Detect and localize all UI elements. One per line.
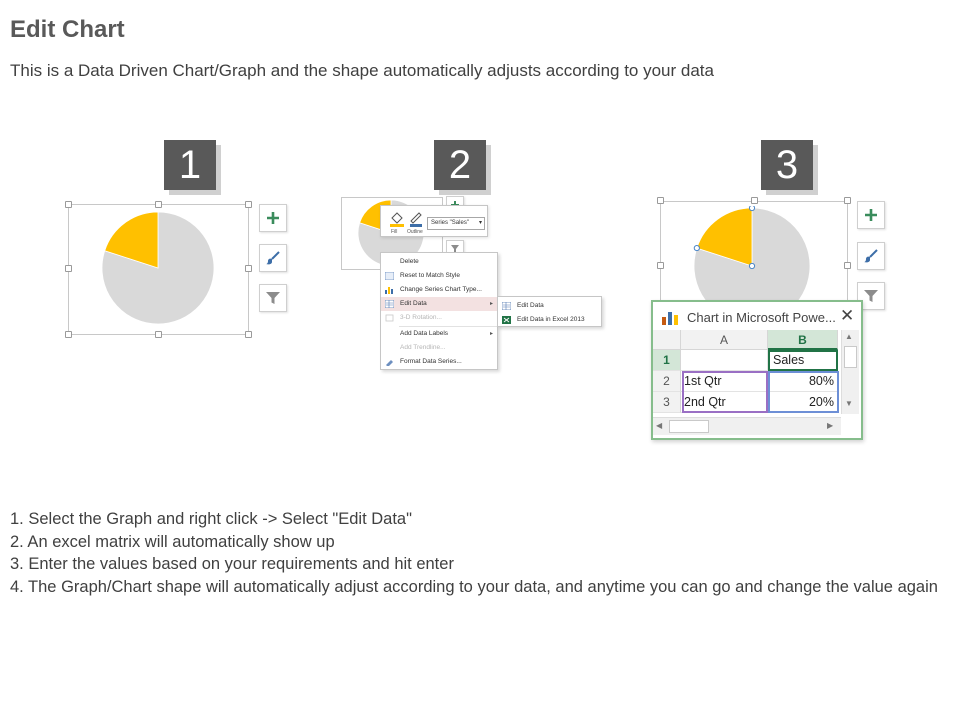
context-menu-item-edit-data[interactable]: Edit Data ▸ (381, 297, 497, 311)
resize-handle[interactable] (844, 197, 851, 204)
instructions (10, 508, 950, 598)
cell-b2[interactable]: 80% (768, 371, 838, 392)
submenu-item-edit-data-in-excel[interactable]: Edit Data in Excel 2013 (498, 313, 601, 327)
filter-icon (265, 290, 281, 306)
close-icon[interactable]: ✕ (840, 306, 855, 325)
chevron-down-icon: ▾ (478, 220, 482, 226)
resize-handle[interactable] (245, 201, 252, 208)
chevron-right-icon: ▸ (489, 331, 493, 337)
resize-handle[interactable] (844, 262, 851, 269)
reset-icon (385, 272, 394, 280)
resize-handle[interactable] (65, 331, 72, 338)
rotation-icon (385, 314, 394, 322)
context-menu-item-3d-rotation[interactable]: 3-D Rotation... (381, 311, 497, 325)
format-icon (385, 358, 394, 366)
submenu-item-edit-data[interactable]: Edit Data (498, 299, 601, 313)
excel-icon (502, 316, 511, 324)
resize-handle[interactable] (657, 197, 664, 204)
context-menu-item-add-trendline[interactable]: Add Trendline... (400, 344, 446, 351)
edit-data-submenu (497, 296, 602, 327)
resize-handle[interactable] (751, 197, 758, 204)
resize-handle[interactable] (65, 201, 72, 208)
cell-b3[interactable]: 20% (768, 392, 838, 413)
resize-handle[interactable] (245, 265, 252, 272)
horizontal-scrollbar[interactable] (653, 417, 841, 435)
brush-icon (863, 248, 879, 264)
pie-chart-1[interactable] (100, 212, 216, 328)
outline-icon[interactable] (409, 210, 423, 228)
vertical-scrollbar[interactable] (841, 330, 859, 414)
resize-handle[interactable] (155, 331, 162, 338)
instruction-line: 2. An excel matrix will automatically show up (10, 532, 335, 551)
page-title: Edit Chart (10, 16, 125, 43)
resize-handle[interactable] (657, 262, 664, 269)
cell-b1[interactable]: Sales (768, 350, 838, 371)
edit-data-icon (385, 300, 394, 308)
instruction-line: 3. Enter the values based on your requirements and hit enter (10, 555, 454, 573)
scroll-down-icon[interactable]: ▼ (845, 399, 853, 408)
scroll-up-icon[interactable]: ▲ (845, 332, 853, 341)
chart-elements-button[interactable] (259, 204, 287, 232)
series-dropdown[interactable] (427, 217, 485, 230)
instruction-line: 4. The Graph/Chart shape will automatically adjust according to your data, and anytime you can go and change the value again (10, 577, 938, 596)
outline-label: Outline (407, 229, 423, 235)
scrollbar-thumb[interactable] (844, 346, 857, 368)
context-menu-item-add-data-labels[interactable]: Add Data Labels ▸ (381, 327, 497, 341)
slice-selection-handle[interactable] (749, 206, 754, 211)
row-header[interactable]: 1 (653, 350, 681, 371)
chart-styles-button[interactable] (259, 244, 287, 272)
scroll-right-icon[interactable]: ▶ (827, 421, 834, 430)
chart-filters-button[interactable] (259, 284, 287, 312)
select-all-corner[interactable] (653, 330, 681, 350)
step-number-1: 1 (164, 140, 216, 190)
chevron-right-icon: ▸ (489, 301, 493, 307)
slice-selection-handle[interactable] (694, 245, 699, 250)
excel-data-window (651, 300, 863, 440)
step-number-3: 3 (761, 140, 813, 190)
brush-icon (265, 250, 281, 266)
series-dropdown-value: Series "Sales" (431, 220, 469, 226)
resize-handle[interactable] (245, 331, 252, 338)
context-menu-item-format-data-series[interactable]: Format Data Series... (381, 355, 497, 369)
cell-a1[interactable] (681, 350, 768, 371)
fill-icon[interactable] (389, 210, 405, 228)
context-menu-item-delete[interactable]: Delete (400, 258, 419, 265)
slice-selection-handle[interactable] (749, 263, 754, 268)
filter-icon (863, 288, 879, 304)
step-number-2: 2 (434, 140, 486, 190)
chart-icon (661, 310, 679, 326)
page-subtitle: This is a Data Driven Chart/Graph and the shape automatically adjusts according to your data (10, 61, 714, 80)
excel-window-title: Chart in Microsoft Powe... (687, 310, 836, 325)
scroll-left-icon[interactable]: ◀ (656, 421, 663, 430)
cell-a2[interactable]: 1st Qtr (681, 371, 768, 392)
column-header-a[interactable]: A (681, 330, 768, 350)
scrollbar-thumb[interactable] (669, 420, 709, 433)
context-menu (380, 252, 498, 370)
resize-handle[interactable] (65, 265, 72, 272)
instruction-line: 1. Select the Graph and right click -> Select "Edit Data" (10, 510, 412, 528)
row-header[interactable]: 2 (653, 371, 681, 392)
context-menu-item-change-chart-type[interactable]: Change Series Chart Type... (381, 283, 497, 297)
column-header-b[interactable]: B (768, 330, 838, 350)
context-menu-item-reset[interactable]: Reset to Match Style (381, 269, 497, 283)
resize-handle[interactable] (155, 201, 162, 208)
plus-icon (266, 211, 280, 225)
chart-elements-button[interactable] (857, 201, 885, 229)
cell-a3[interactable]: 2nd Qtr (681, 392, 768, 413)
edit-data-icon (502, 302, 511, 310)
row-header[interactable]: 3 (653, 392, 681, 413)
chart-type-icon (385, 286, 394, 294)
fill-label: Fill (391, 229, 398, 235)
chart-styles-button[interactable] (857, 242, 885, 270)
plus-icon (864, 208, 878, 222)
mini-toolbar (380, 205, 488, 237)
